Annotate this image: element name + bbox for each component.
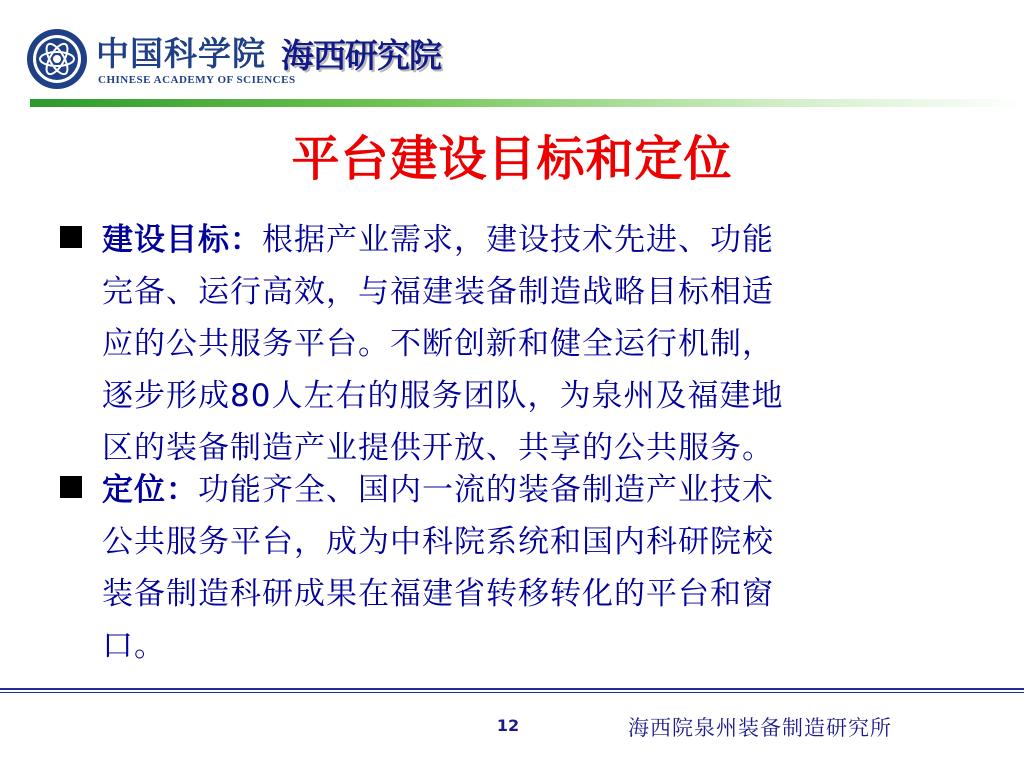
bullet-line: 逐步形成80人左右的服务团队，为泉州及福建地	[102, 378, 784, 414]
bullet-line: 应的公共服务平台。不断创新和健全运行机制，	[102, 326, 774, 362]
square-bullet-icon	[60, 476, 82, 498]
cas-emblem-icon	[26, 28, 88, 90]
institute-name: 海西研究院	[281, 36, 441, 75]
footer-divider	[0, 688, 1024, 690]
footer-divider	[0, 692, 1024, 693]
cas-logo	[26, 26, 446, 92]
bullet-line: 口。	[102, 628, 166, 664]
bullet-label: 建设目标：	[102, 222, 262, 258]
bullet-text	[102, 214, 783, 474]
bullet-line-text: 功能齐全、国内一流的装备制造产业技术	[198, 472, 774, 508]
bullet-line: 完备、运行高效，与福建装备制造战略目标相适	[102, 274, 774, 310]
cas-name-english: CHINESE ACADEMY OF SCIENCES	[98, 74, 296, 86]
square-bullet-icon	[60, 226, 82, 248]
cas-name-chinese: 中国科学院	[96, 34, 266, 73]
bullet-line: 区的装备制造产业提供开放、共享的公共服务。	[102, 430, 774, 466]
page-number: 12	[496, 716, 520, 735]
bullet-line	[102, 214, 783, 266]
bullet-line: 公共服务平台，成为中科院系统和国内科研院校	[102, 524, 774, 560]
header-divider	[30, 99, 1024, 107]
bullet-text	[102, 464, 774, 672]
bullet-line	[102, 464, 774, 516]
bullet-line-text: 根据产业需求，建设技术先进、功能	[262, 222, 774, 258]
bullet-line: 装备制造科研成果在福建省转移转化的平台和窗	[102, 576, 774, 612]
bullet-label: 定位：	[102, 472, 198, 508]
slide-title: 平台建设目标和定位	[291, 131, 733, 187]
footer-organization: 海西院泉州装备制造研究所	[628, 716, 892, 740]
